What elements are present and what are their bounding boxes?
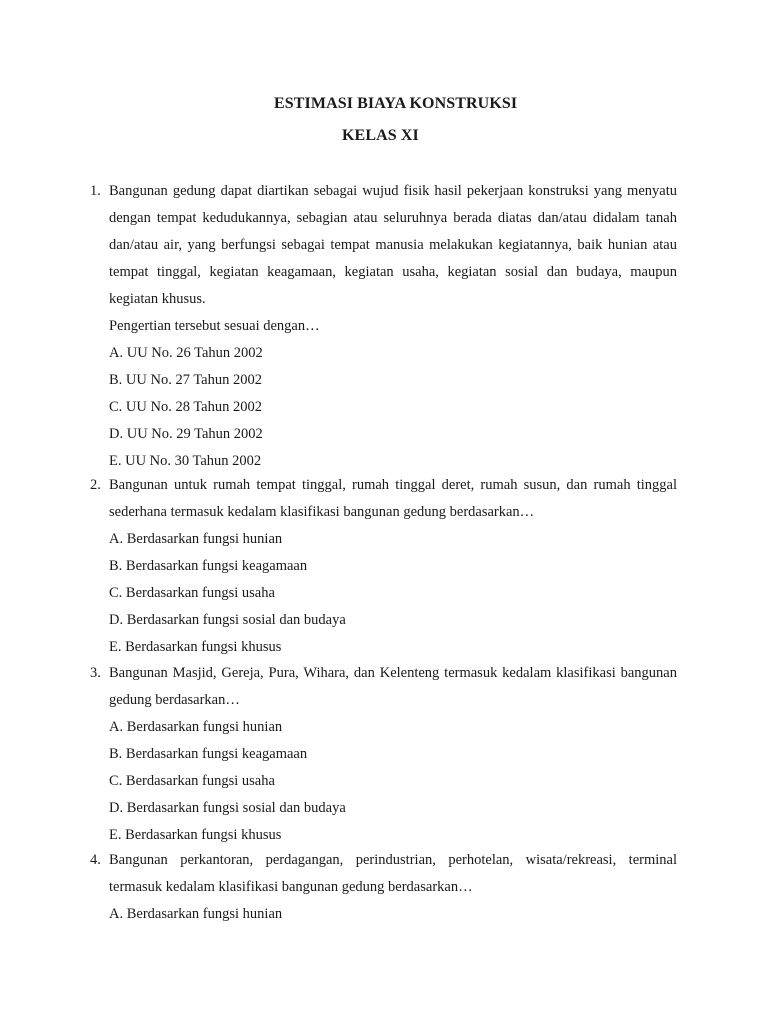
document-title: ESTIMASI BIAYA KONSTRUKSI [274,95,518,112]
option-b: B. UU No. 27 Tahun 2002 [109,372,262,388]
option-e: E. UU No. 30 Tahun 2002 [109,453,262,469]
option-d: D. Berdasarkan fungsi sosial dan budaya [109,800,346,816]
option-list [90,714,677,849]
question-prompt: Pengertian tersebut sesuai dengan… [109,318,320,334]
option-e: E. Berdasarkan fungsi khusus [109,639,282,655]
option-a: A. UU No. 26 Tahun 2002 [109,345,263,361]
option-list [90,901,677,928]
question-4 [90,847,677,928]
question-stem [90,660,677,714]
option-a: A. Berdasarkan fungsi hunian [109,531,283,547]
question-number: 1. [90,183,101,199]
option-d: D. Berdasarkan fungsi sosial dan budaya [109,612,346,628]
option-c: C. UU No. 28 Tahun 2002 [109,399,262,415]
question-stem [90,847,677,901]
option-e: E. Berdasarkan fungsi khusus [109,827,282,843]
option-b: B. Berdasarkan fungsi keagamaan [109,746,308,762]
option-c: C. Berdasarkan fungsi usaha [109,773,275,789]
question-1 [90,178,677,475]
question-number: 4. [90,852,101,868]
option-a: A. Berdasarkan fungsi hunian [109,719,283,735]
option-d: D. UU No. 29 Tahun 2002 [109,426,263,442]
option-b: B. Berdasarkan fungsi keagamaan [109,558,308,574]
question-3 [90,660,677,849]
option-a: A. Berdasarkan fungsi hunian [109,906,283,922]
document-subtitle: KELAS XI [342,127,419,144]
question-number: 2. [90,477,101,493]
option-list [90,340,677,475]
question-2 [90,472,677,661]
question-stem [90,472,677,526]
option-list [90,526,677,661]
question-number: 3. [90,665,101,681]
option-c: C. Berdasarkan fungsi usaha [109,585,275,601]
question-text: Bangunan perkantoran, perdagangan, perindustrian, perhotelan, wisata/rekreasi, terminal termasuk kedalam klasifikasi bangunan gedung berdasarkan… [109,852,677,895]
question-stem [90,178,677,313]
question-text: Bangunan Masjid, Gereja, Pura, Wihara, dan Kelenteng termasuk kedalam klasifikasi bangunan gedung berdasarkan… [109,665,677,708]
question-text: Bangunan gedung dapat diartikan sebagai wujud fisik hasil pekerjaan konstruksi yang menyatu dengan tempat kedudukannya, sebagian atau seluruhnya berada diatas dan/atau didalam tanah dan/atau air, yang berfungsi sebagai tempat manusia melakukan kegiatannya, baik hunian atau tempat tinggal, kegiatan keagamaan, kegiatan usaha, kegiatan sosial dan budaya, maupun kegiatan khusus. [109,183,677,307]
question-text: Bangunan untuk rumah tempat tinggal, rumah tinggal deret, rumah susun, dan rumah tinggal sederhana termasuk kedalam klasifikasi bangunan gedung berdasarkan… [109,477,677,520]
